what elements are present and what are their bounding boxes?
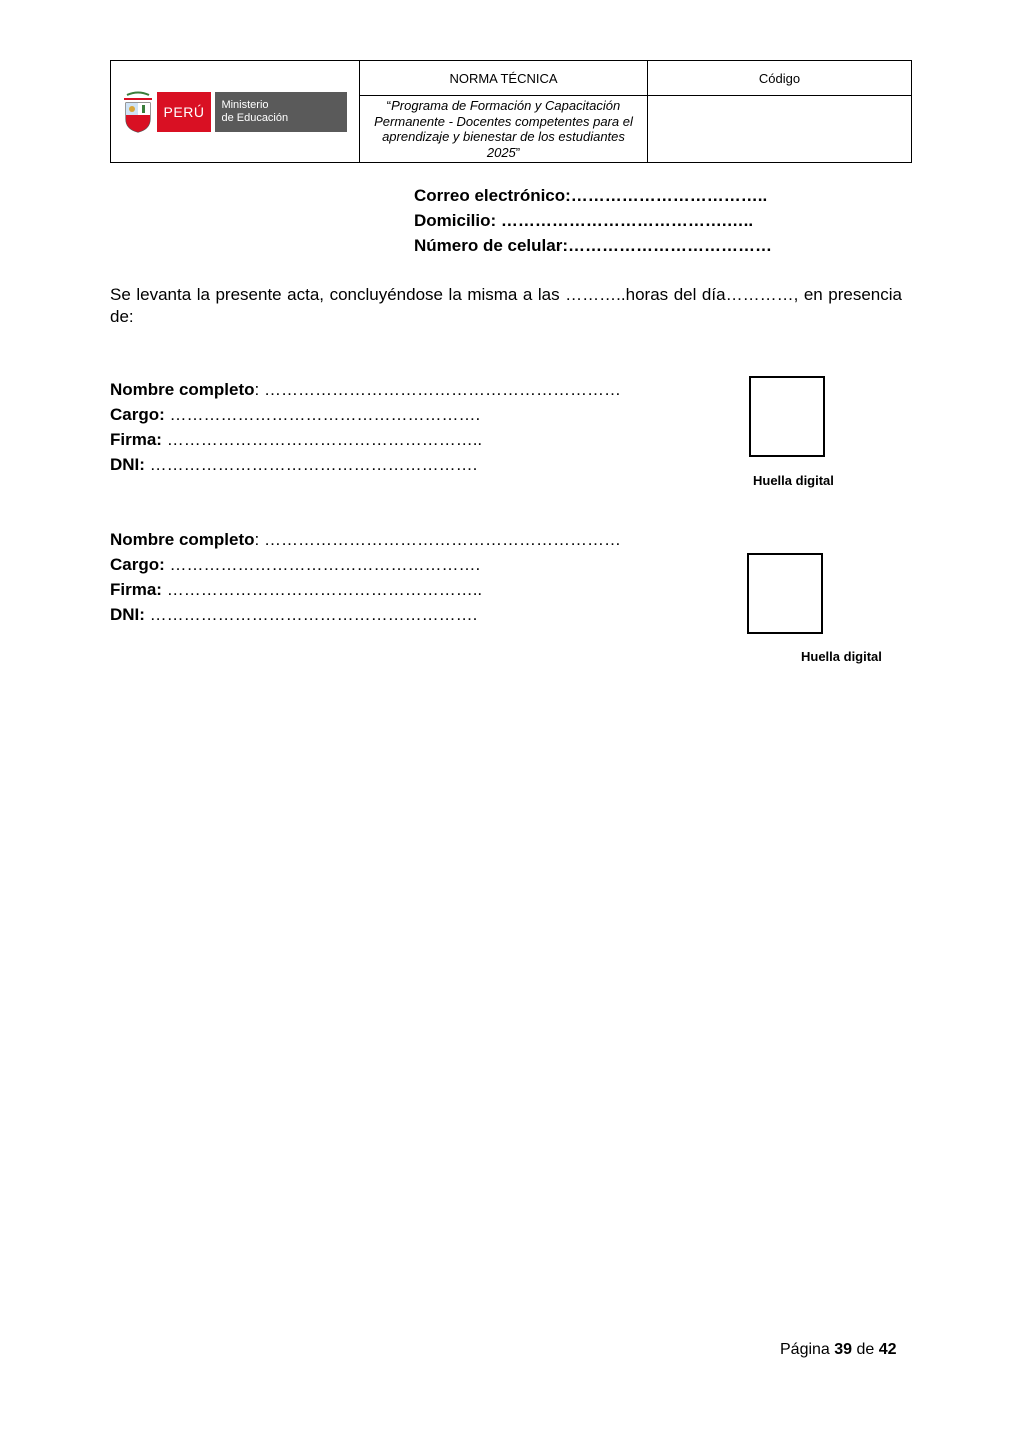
document-header <box>110 60 912 163</box>
program-title: Programa de Formación y Capacitación Permanente - Docentes competentes para el aprendizaje y bienestar de los estudiantes 2025 <box>374 98 633 160</box>
norma-tecnica-cell: NORMA TÉCNICA <box>360 61 648 96</box>
ministry-line2: de Educación <box>221 111 289 124</box>
name-line: Nombre completo: ……………………………………………………… <box>110 380 621 399</box>
name-line: Nombre completo: ……………………………………………………… <box>110 530 621 549</box>
logo-cell <box>111 61 360 163</box>
coat-of-arms-icon <box>123 91 153 133</box>
fingerprint-box-1 <box>749 376 825 457</box>
cargo-line: Cargo: ………………………………………………. <box>110 405 481 424</box>
current-page: 39 <box>834 1341 853 1358</box>
dni-line: DNI: …………………………………………………. <box>110 455 478 474</box>
ministry-label <box>215 92 347 132</box>
dni-line: DNI: …………………………………………………. <box>110 605 478 624</box>
page-number: Página 39 de 42 <box>780 1341 897 1358</box>
address-field-label: Domicilio: ………………………………….….. <box>414 211 754 230</box>
cargo-line: Cargo: ………………………………………………. <box>110 555 481 574</box>
firma-line: Firma: ……………………………………………….. <box>110 430 483 449</box>
fingerprint-label-2: Huella digital <box>801 649 882 664</box>
signatory-block-1 <box>110 377 621 477</box>
closing-paragraph: Se levanta la presente acta, concluyéndose la misma a las ………..horas del día…………, en presencia de: <box>110 285 902 326</box>
ministry-line1: Ministerio <box>221 98 269 111</box>
program-title-cell: “Programa de Formación y Capacitación Permanente - Docentes competentes para el aprendizaje y bienestar de los estudiantes 2025” <box>360 96 648 163</box>
contact-fields <box>414 183 772 258</box>
email-field-label: Correo electrónico:…………………………….. <box>414 186 768 205</box>
codigo-label-cell: Código <box>648 61 912 96</box>
fingerprint-box-2 <box>747 553 823 634</box>
total-pages: 42 <box>878 1341 897 1358</box>
peru-label: PERÚ <box>157 92 212 132</box>
signatory-block-2 <box>110 527 621 627</box>
firma-line: Firma: ……………………………………………….. <box>110 580 483 599</box>
codigo-value-cell <box>648 96 912 163</box>
minedu-logo <box>111 91 359 133</box>
phone-field-label: Número de celular:……………………………… <box>414 236 772 255</box>
fingerprint-label-1: Huella digital <box>753 473 834 488</box>
